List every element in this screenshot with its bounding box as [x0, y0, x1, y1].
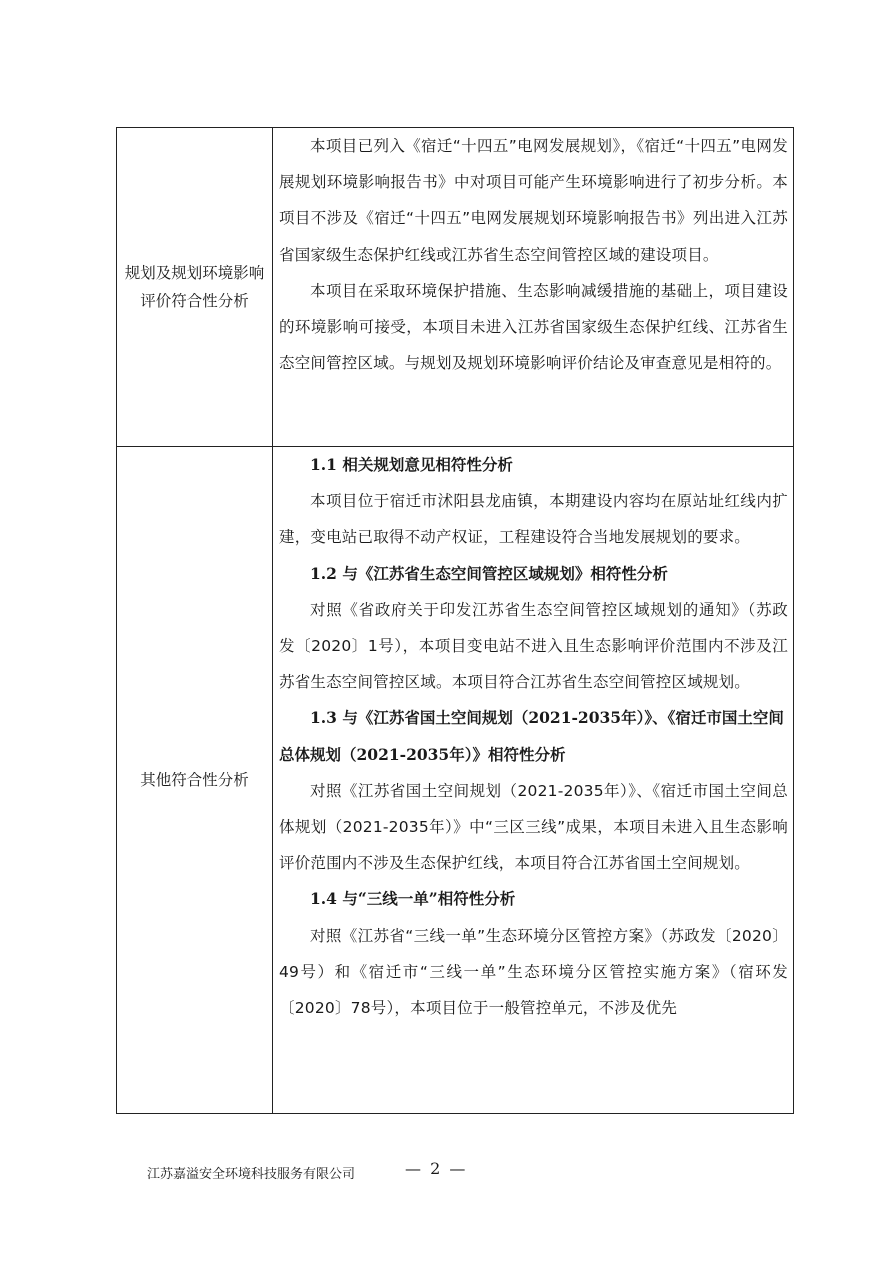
section-heading: 1.1 相关规划意见相符性分析 [310, 455, 513, 474]
section-heading: 1.3 与《江苏省国土空间规划（2021-2035年）》、《宿迁市国土空间总体规划（2021-2035年）》相符性分析 [279, 708, 784, 764]
paragraph: 对照《省政府关于印发江苏省生态空间管控区域规划的通知》（苏政发〔2020〕1号），本项目变电站不进入且生态影响评价范围内不涉及江苏省生态空间管控区域。本项目符合江苏省生态空间管控区域规划。 [279, 600, 788, 692]
paragraph: 对照《江苏省国土空间规划（2021-2035年）》、《宿迁市国土空间总体规划（2021-2035年）》中“三区三线”成果，本项目未进入且生态影响评价范围内不涉及生态保护红线，本项目符合江苏省国土空间规划。 [279, 781, 788, 873]
row-content [273, 447, 794, 1114]
compliance-table [116, 127, 794, 1114]
row-label: 规划及规划环境影响评价符合性分析 [117, 128, 273, 447]
paragraph: 本项目已列入《宿迁“十四五”电网发展规划》，《宿迁“十四五”电网发展规划环境影响报告书》中对项目可能产生环境影响进行了初步分析。本项目不涉及《宿迁“十四五”电网发展规划环境影响报告书》列出进入江苏省国家级生态保护红线或江苏省生态空间管控区域的建设项目。 [279, 137, 788, 264]
row-content [273, 128, 794, 447]
paragraph: 本项目位于宿迁市沭阳县龙庙镇，本期建设内容均在原站址红线内扩建，变电站已取得不动产权证，工程建设符合当地发展规划的要求。 [279, 492, 788, 547]
footer-company-name: 江苏嘉溢安全环境科技服务有限公司 [147, 1167, 356, 1182]
page-number: — 2 — [405, 1159, 468, 1178]
row-label: 其他符合性分析 [117, 447, 273, 1114]
paragraph: 对照《江苏省“三线一单”生态环境分区管控方案》（苏政发〔2020〕49号）和《宿迁市“三线一单”生态环境分区管控实施方案》（宿环发〔2020〕78号），本项目位于一般管控单元，不涉及优先 [279, 926, 788, 1018]
table-row [117, 447, 794, 1114]
section-heading: 1.4 与“三线一单”相符性分析 [310, 889, 516, 909]
section-heading: 1.2 与《江苏省生态空间管控区域规划》相符性分析 [310, 563, 668, 583]
table-row [117, 128, 794, 447]
paragraph: 本项目在采取环境保护措施、生态影响减缓措施的基础上，项目建设的环境影响可接受，本项目未进入江苏省国家级生态保护红线、江苏省生态空间管控区域。与规划及规划环境影响评价结论及审查意见是相符的。 [279, 281, 788, 373]
